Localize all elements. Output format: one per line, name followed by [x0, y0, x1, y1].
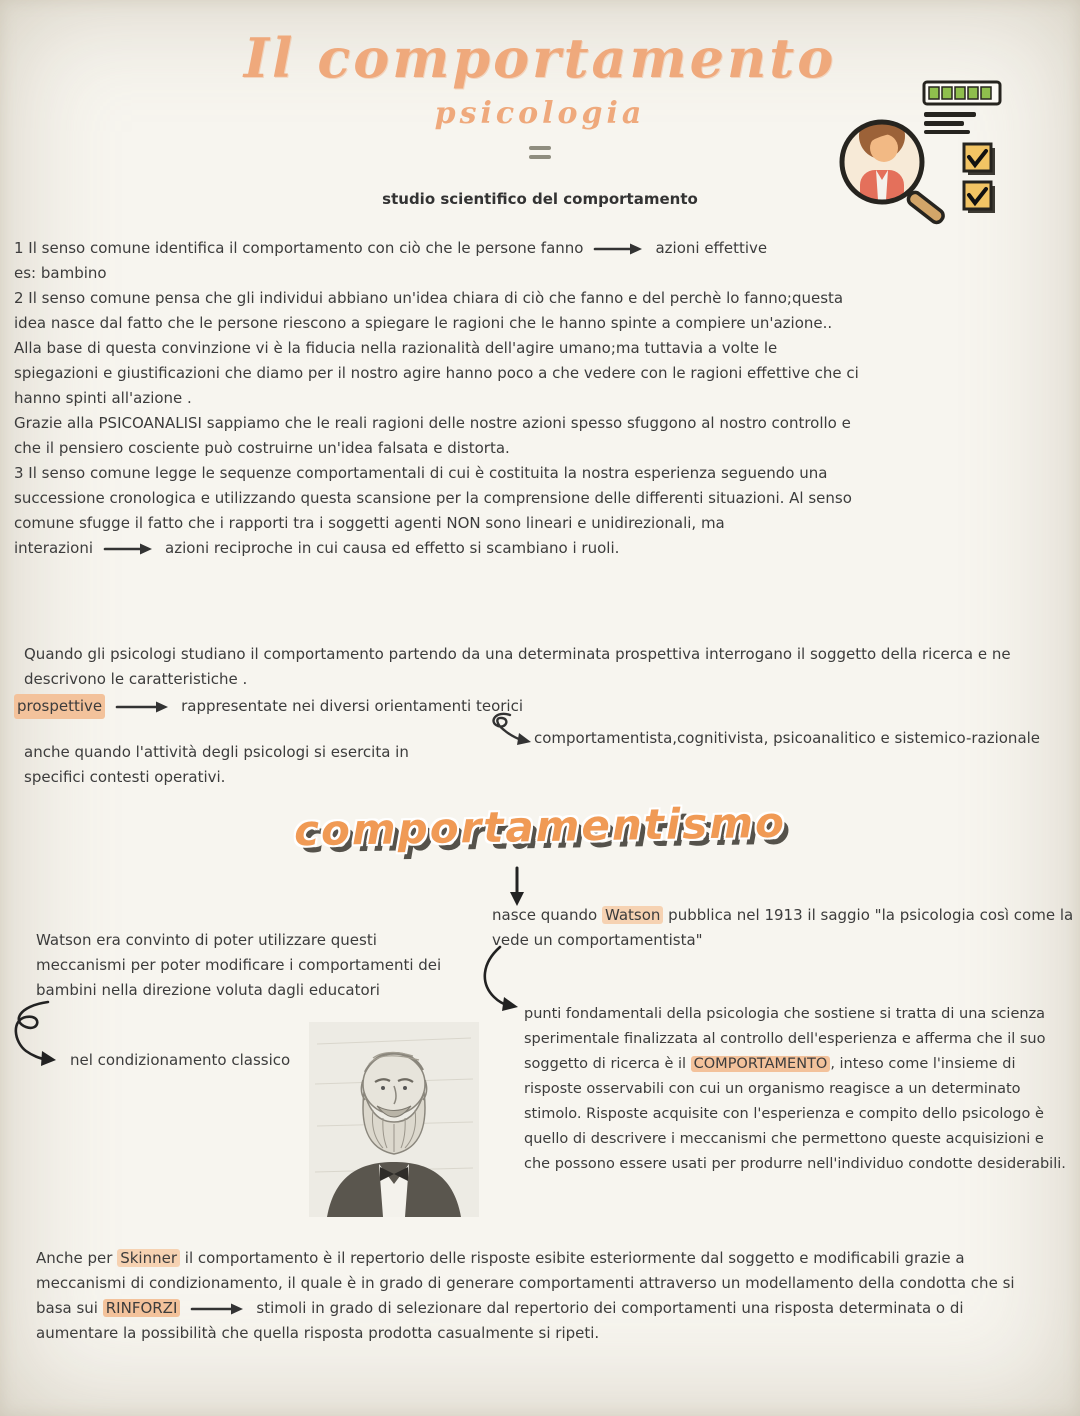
behaviorism-points [524, 1002, 1072, 1177]
intro-paragraph-2: 2 Il senso comune pensa che gli individui abbiano un'idea chiara di ciò che fanno e del perchè lo fanno;questa idea nasce dal fatto che le persone riescono a spiegare le ragioni che le hanno spinte a compiere un'azione.. [14, 289, 844, 332]
watson-intro [492, 903, 1077, 953]
skinner-pre: Anche per [36, 1249, 118, 1267]
interazioni-label: azioni reciproche in cui causa ed effetto si scambiano i ruoli. [165, 539, 620, 557]
interazioni-text: interazioni [14, 539, 94, 557]
research-illustration [818, 78, 1008, 243]
intro-line-1-label: azioni effettive [655, 239, 768, 257]
intro-line-2: es: bambino [14, 264, 107, 282]
intro-line-1 [14, 236, 859, 261]
watson-keyword: Watson [602, 906, 663, 924]
intro-paragraph-4: Grazie alla PSICOANALISI sappiamo che le reali ragioni delle nostre azioni spesso sfuggono al nostro controllo e che il pensiero cosciente può costruirne un'idea falsata e distorta. [14, 414, 851, 457]
perspectives-text: Quando gli psicologi studiano il comportamento partendo da una determinata prospettiva interrogano il soggetto della ricerca e ne descrivono le caratteristiche . [24, 645, 1011, 688]
skinner-paragraph [36, 1246, 1048, 1346]
behaviorism-points-text [524, 1002, 1072, 1177]
skinner-section [36, 1246, 1048, 1346]
points-pre: punti fondamentali della psicologia che sostiene si tratta di una scienza sperimentale finalizzata al controllo dell'esperienza e afferma che il suo soggetto di ricerca è il [524, 1006, 1046, 1072]
intro-paragraph-5: 3 Il senso comune legge le sequenze comportamentali di cui è costituita la nostra esperienza seguendo una successione cronologica e utilizzando questa scansione per la comprensione delle differenti situazioni. Al senso comune sfugge il fatto che i rapporti tra i soggetti agenti NON sono lineari e unidirezionali, ma [14, 464, 852, 532]
watson-points-arrow [478, 945, 524, 1015]
left-squiggle-arrow [6, 998, 72, 1072]
branch-arrow [486, 712, 534, 752]
curved-arrow-icon [6, 998, 72, 1072]
down-arrow [508, 866, 526, 908]
conditioning-label [70, 1048, 290, 1073]
portrait-sketch [308, 1022, 480, 1217]
curved-arrow-icon [486, 712, 534, 752]
branches-label [534, 726, 1054, 751]
branches-text: comportamentista,cognitivista, psicoanalitico e sistemico-razionale [534, 729, 1041, 747]
skinner-keyword: Skinner [117, 1249, 180, 1267]
watson-intro-post: pubblica nel 1913 il saggio "la psicologia così come la vede un comportamentista" [492, 906, 1074, 949]
points-post: , inteso come l'insieme di risposte osservabili con cui un organismo reagisce a un determinato stimolo. Risposte acquisite con l'esperienza e compito dello psicologo è quello di descrivere i meccanismi che permettono queste acquisizioni e che possono essere usati per produrre nell'individuo condotte desiderabili. [524, 1056, 1066, 1172]
skinner-mid: il comportamento è il repertorio delle risposte esibite esteriormente dal soggetto e modificabili grazie a meccanismi di condizionamento, il quale è in grado di generare comportamenti attraverso un modellamento della condotta che si basa sui [36, 1249, 1015, 1317]
arrow-right-icon [593, 242, 645, 256]
arrow-right-icon [190, 1302, 246, 1316]
watson-intro-text [492, 903, 1077, 953]
arrow-right-icon [115, 700, 171, 714]
prospettive-keyword: prospettive [14, 694, 105, 719]
rinforzi-keyword: RINFORZI [103, 1299, 181, 1317]
intro-paragraph-5-tail [14, 536, 859, 561]
intro-section [14, 236, 859, 561]
perspectives-keyword-row [14, 694, 523, 719]
prospettive-label: rappresentate nei diversi orientamenti teorici [181, 697, 524, 715]
watson-left-note-text: Watson era convinto di poter utilizzare questi meccanismi per poter modificare i comportamenti dei bambini nella direzione voluta dagli educatori [36, 931, 442, 999]
perspectives-context-note [24, 740, 424, 790]
conditioning-label-text: nel condizionamento classico [70, 1051, 291, 1069]
perspectives-paragraph [24, 642, 1019, 692]
behaviorism-title: comportamentismo [293, 797, 787, 856]
intro-paragraph-3: Alla base di questa convinzione vi è la fiducia nella razionalità dell'agire umano;ma tuttavia a volte le spiegazioni e giustificazioni che diamo per il nostro agire hanno poco a che vedere con le ragioni effettive che ci hanno spinti all'azione . [14, 339, 859, 407]
comportamento-keyword: COMPORTAMENTO [691, 1056, 831, 1072]
page-title: Il comportamento [243, 26, 837, 90]
bearded-man-portrait [308, 1022, 480, 1217]
intro-line-1-text: 1 Il senso comune identifica il comportamento con ciò che le persone fanno [14, 239, 584, 257]
page-subtitle: psicologia [434, 96, 646, 131]
tagline: studio scientifico del comportamento [382, 190, 698, 208]
skinner-post: stimoli in grado di selezionare dal repertorio dei comportamenti una risposta determinata o di aumentare la possibilità che quella risposta prodotta casualmente si ripeti. [36, 1299, 964, 1342]
perspectives-context-text: anche quando l'attività degli psicologi si esercita in specifici contesti operativi. [24, 743, 409, 786]
curved-arrow-icon [478, 945, 524, 1015]
arrow-down-icon [508, 866, 526, 908]
watson-left-note [36, 928, 446, 1003]
arrow-right-icon [103, 542, 155, 556]
watson-intro-pre: nasce quando [492, 906, 602, 924]
magnifier-person-checklist-icon [818, 78, 1008, 243]
